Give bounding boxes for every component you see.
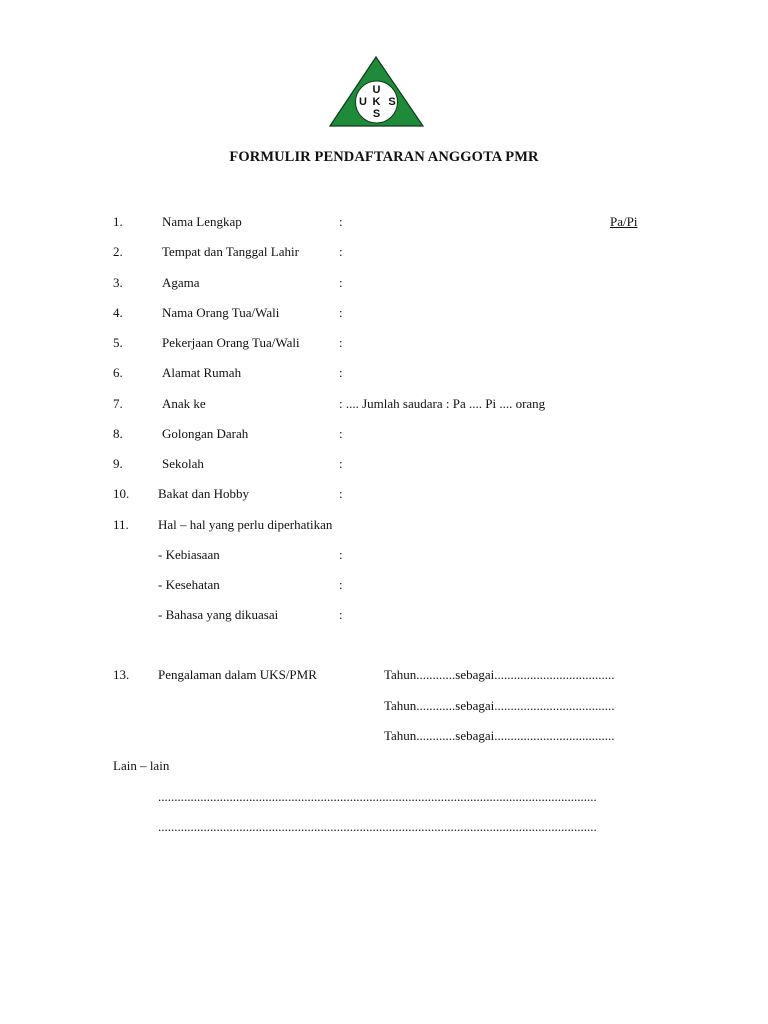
field-number: 6. xyxy=(113,365,123,380)
field-colon: : xyxy=(339,305,343,320)
field-label-golongan-darah: Golongan Darah xyxy=(162,426,249,441)
field-colon: : xyxy=(339,214,343,229)
field-label-pengalaman: Pengalaman dalam UKS/PMR xyxy=(158,667,317,682)
field-number: 8. xyxy=(113,426,123,441)
field-anak-ke-detail: : .... Jumlah saudara : Pa .... Pi .... orang xyxy=(339,396,546,411)
field-label-nama-orang-tua: Nama Orang Tua/Wali xyxy=(162,305,280,320)
field-number: 7. xyxy=(113,396,123,411)
field-colon: : xyxy=(339,244,343,259)
field-colon: : xyxy=(339,486,343,501)
field-label-hal-diperhatikan: Hal – hal yang perlu diperhatikan xyxy=(158,517,333,532)
field-number: 1. xyxy=(113,214,123,229)
field-label-alamat-rumah: Alamat Rumah xyxy=(162,365,242,380)
subfield-colon: : xyxy=(339,577,343,592)
experience-row: Tahun............sebagai..................................... xyxy=(384,698,615,713)
field-label-lain-lain: Lain – lain xyxy=(113,758,170,773)
subfield-colon: : xyxy=(339,607,343,622)
field-number: 10. xyxy=(113,486,130,501)
field-label-bakat-hobby: Bakat dan Hobby xyxy=(158,486,249,501)
field-label-anak-ke: Anak ke xyxy=(162,396,206,411)
logo-letter-u: U xyxy=(359,96,367,108)
field-label-tempat-tanggal-lahir: Tempat dan Tanggal Lahir xyxy=(162,244,299,259)
uks-logo-graphic xyxy=(329,55,425,127)
logo-letter-k: K xyxy=(372,96,381,108)
field-label-nama-lengkap: Nama Lengkap xyxy=(162,214,242,229)
field-label-sekolah: Sekolah xyxy=(162,456,204,471)
field-colon: : xyxy=(339,335,343,350)
field-number: 5. xyxy=(113,335,123,350)
field-colon: : xyxy=(339,426,343,441)
logo-letter-u-top: U xyxy=(372,84,381,96)
logo-letter-s-right: S xyxy=(388,96,396,108)
experience-row: Tahun............sebagai..................................... xyxy=(384,728,615,743)
subfield-colon: : xyxy=(339,547,343,562)
field-number: 3. xyxy=(113,275,123,290)
field-number: 2. xyxy=(113,244,123,259)
subfield-label-bahasa: - Bahasa yang dikuasai xyxy=(158,607,279,622)
field-colon: : xyxy=(339,365,343,380)
field-colon: : xyxy=(339,275,343,290)
blank-line: ....................................................................................................................................... xyxy=(158,789,597,804)
logo-letter-s-bottom: S xyxy=(372,108,381,120)
field-label-pekerjaan-orang-tua: Pekerjaan Orang Tua/Wali xyxy=(162,335,300,350)
field-number: 13. xyxy=(113,667,130,682)
field-number: 9. xyxy=(113,456,123,471)
field-number: 11. xyxy=(113,517,129,532)
uks-logo xyxy=(329,55,425,127)
field-label-agama: Agama xyxy=(162,275,200,290)
field-number: 4. xyxy=(113,305,123,320)
blank-line: ....................................................................................................................................... xyxy=(158,819,597,834)
form-title: FORMULIR PENDAFTARAN ANGGOTA PMR xyxy=(229,149,539,165)
gender-papi: Pa/Pi xyxy=(610,214,638,229)
subfield-label-kebiasaan: - Kebiasaan xyxy=(158,547,220,562)
subfield-label-kesehatan: - Kesehatan xyxy=(158,577,220,592)
experience-row: Tahun............sebagai..................................... xyxy=(384,667,615,682)
field-colon: : xyxy=(339,456,343,471)
